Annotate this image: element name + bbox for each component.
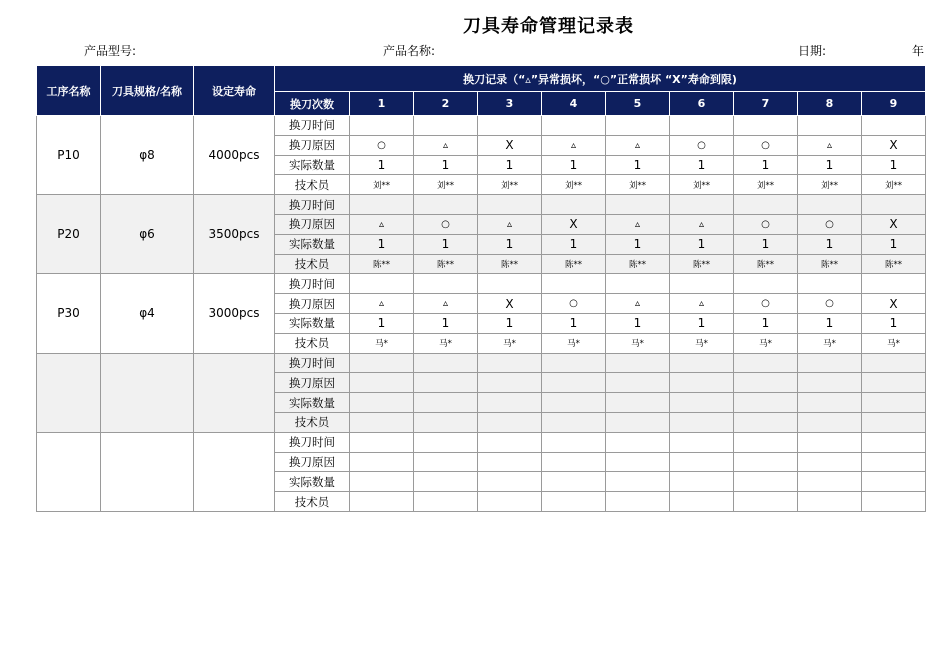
tool-life-table bbox=[36, 65, 926, 512]
record-cell-qty[interactable] bbox=[606, 393, 670, 413]
header-tool-spec: 刀具规格/名称 bbox=[101, 66, 194, 116]
record-cell-time[interactable] bbox=[542, 116, 606, 136]
record-cell-tech[interactable]: 马* bbox=[798, 333, 862, 353]
record-cell-tech[interactable]: 刘** bbox=[798, 175, 862, 195]
row-label: 换刀原因 bbox=[275, 135, 350, 155]
record-cell-tech[interactable]: 马* bbox=[670, 333, 734, 353]
record-cell-qty[interactable]: 1 bbox=[670, 313, 734, 333]
record-cell-qty[interactable]: 1 bbox=[734, 155, 798, 175]
record-cell-tech[interactable]: 陈** bbox=[734, 254, 798, 274]
record-cell-reason[interactable]: ▵ bbox=[670, 214, 734, 234]
record-cell-tech[interactable]: 刘** bbox=[350, 175, 414, 195]
column-number-header: 9 bbox=[862, 92, 926, 116]
record-cell-time[interactable] bbox=[414, 195, 478, 215]
record-cell-qty[interactable] bbox=[606, 472, 670, 492]
record-cell-reason[interactable]: ▵ bbox=[670, 294, 734, 314]
row-label: 实际数量 bbox=[275, 393, 350, 413]
row-label: 换刀原因 bbox=[275, 294, 350, 314]
record-cell-time[interactable] bbox=[798, 432, 862, 452]
record-cell-qty[interactable] bbox=[350, 393, 414, 413]
record-cell-tech[interactable] bbox=[414, 492, 478, 512]
record-cell-time[interactable] bbox=[542, 353, 606, 373]
record-cell-time[interactable] bbox=[670, 432, 734, 452]
record-cell-reason[interactable] bbox=[606, 373, 670, 393]
tool-spec-cell[interactable] bbox=[101, 353, 194, 432]
record-cell-reason[interactable] bbox=[478, 373, 542, 393]
record-cell-tech[interactable]: 马* bbox=[414, 333, 478, 353]
row-label: 换刀原因 bbox=[275, 452, 350, 472]
record-cell-qty[interactable]: 1 bbox=[414, 234, 478, 254]
record-cell-time[interactable] bbox=[798, 353, 862, 373]
record-cell-reason[interactable] bbox=[798, 452, 862, 472]
table-row bbox=[37, 116, 926, 136]
record-cell-reason[interactable]: ○ bbox=[798, 214, 862, 234]
record-cell-tech[interactable]: 刘** bbox=[542, 175, 606, 195]
record-cell-qty[interactable]: 1 bbox=[606, 155, 670, 175]
set-life-cell[interactable]: 3000pcs bbox=[194, 274, 275, 353]
header-record-title: 换刀记录（“▵”异常损坏，“○”正常损坏 “X”寿命到限) bbox=[275, 66, 926, 92]
record-cell-tech[interactable] bbox=[734, 492, 798, 512]
record-cell-reason[interactable]: X bbox=[478, 135, 542, 155]
record-cell-qty[interactable] bbox=[670, 472, 734, 492]
record-cell-tech[interactable]: 陈** bbox=[542, 254, 606, 274]
page-title: 刀具寿命管理记录表 bbox=[463, 16, 634, 37]
row-label: 换刀时间 bbox=[275, 274, 350, 294]
record-cell-tech[interactable]: 陈** bbox=[350, 254, 414, 274]
tool-spec-cell[interactable]: φ6 bbox=[101, 195, 194, 274]
record-cell-qty[interactable]: 1 bbox=[542, 234, 606, 254]
row-label: 换刀时间 bbox=[275, 116, 350, 136]
row-label: 技术员 bbox=[275, 412, 350, 432]
tool-spec-cell[interactable] bbox=[101, 432, 194, 511]
record-cell-reason[interactable]: ○ bbox=[734, 135, 798, 155]
record-cell-time[interactable] bbox=[478, 116, 542, 136]
record-cell-time[interactable] bbox=[606, 353, 670, 373]
record-cell-time[interactable] bbox=[606, 116, 670, 136]
tool-spec-cell[interactable]: φ8 bbox=[101, 116, 194, 195]
record-cell-reason[interactable]: ▵ bbox=[414, 135, 478, 155]
record-cell-time[interactable] bbox=[862, 116, 926, 136]
record-cell-time[interactable] bbox=[350, 195, 414, 215]
record-cell-time[interactable] bbox=[478, 353, 542, 373]
record-cell-qty[interactable]: 1 bbox=[542, 313, 606, 333]
column-number-header: 3 bbox=[478, 92, 542, 116]
column-number-header: 1 bbox=[350, 92, 414, 116]
record-cell-qty[interactable]: 1 bbox=[734, 234, 798, 254]
record-cell-time[interactable] bbox=[670, 274, 734, 294]
record-cell-tech[interactable] bbox=[478, 492, 542, 512]
record-cell-qty[interactable]: 1 bbox=[478, 234, 542, 254]
record-cell-reason[interactable]: ○ bbox=[670, 135, 734, 155]
record-cell-reason[interactable]: ▵ bbox=[414, 294, 478, 314]
record-cell-qty[interactable]: 1 bbox=[670, 234, 734, 254]
record-cell-tech[interactable]: 马* bbox=[542, 333, 606, 353]
record-cell-tech[interactable]: 刘** bbox=[414, 175, 478, 195]
column-number-header: 5 bbox=[606, 92, 670, 116]
record-cell-tech[interactable]: 马* bbox=[862, 333, 926, 353]
record-cell-time[interactable] bbox=[606, 195, 670, 215]
record-cell-reason[interactable]: ▵ bbox=[350, 214, 414, 234]
record-cell-tech[interactable] bbox=[350, 492, 414, 512]
record-cell-time[interactable] bbox=[734, 432, 798, 452]
record-cell-qty[interactable]: 1 bbox=[350, 234, 414, 254]
row-label: 换刀时间 bbox=[275, 195, 350, 215]
record-cell-qty[interactable]: 1 bbox=[414, 155, 478, 175]
record-cell-time[interactable] bbox=[862, 432, 926, 452]
record-cell-qty[interactable] bbox=[542, 393, 606, 413]
record-cell-qty[interactable] bbox=[478, 472, 542, 492]
header-change-count: 换刀次数 bbox=[275, 92, 350, 116]
record-cell-tech[interactable]: 陈** bbox=[862, 254, 926, 274]
record-cell-time[interactable] bbox=[542, 274, 606, 294]
record-cell-tech[interactable] bbox=[862, 412, 926, 432]
set-life-cell[interactable]: 4000pcs bbox=[194, 116, 275, 195]
record-cell-tech[interactable]: 陈** bbox=[478, 254, 542, 274]
set-life-cell[interactable]: 3500pcs bbox=[194, 195, 275, 274]
set-life-cell[interactable] bbox=[194, 353, 275, 432]
row-label: 技术员 bbox=[275, 175, 350, 195]
record-cell-qty[interactable] bbox=[734, 393, 798, 413]
record-cell-reason[interactable]: ○ bbox=[350, 135, 414, 155]
record-cell-time[interactable] bbox=[350, 353, 414, 373]
record-cell-qty[interactable]: 1 bbox=[862, 313, 926, 333]
process-name-cell[interactable] bbox=[37, 353, 101, 432]
record-cell-reason[interactable]: X bbox=[542, 214, 606, 234]
record-cell-qty[interactable]: 1 bbox=[478, 155, 542, 175]
record-cell-time[interactable] bbox=[670, 353, 734, 373]
row-label: 实际数量 bbox=[275, 472, 350, 492]
record-cell-time[interactable] bbox=[414, 432, 478, 452]
record-cell-qty[interactable]: 1 bbox=[798, 155, 862, 175]
row-label: 实际数量 bbox=[275, 234, 350, 254]
record-cell-tech[interactable] bbox=[542, 492, 606, 512]
record-cell-tech[interactable]: 陈** bbox=[798, 254, 862, 274]
record-cell-time[interactable] bbox=[414, 116, 478, 136]
record-cell-reason[interactable]: ○ bbox=[414, 214, 478, 234]
record-cell-time[interactable] bbox=[862, 353, 926, 373]
record-cell-reason[interactable]: ○ bbox=[734, 214, 798, 234]
process-name-cell[interactable]: P20 bbox=[37, 195, 101, 274]
record-cell-tech[interactable] bbox=[798, 492, 862, 512]
record-cell-qty[interactable]: 1 bbox=[862, 155, 926, 175]
row-label: 技术员 bbox=[275, 333, 350, 353]
column-number-header: 8 bbox=[798, 92, 862, 116]
record-cell-qty[interactable] bbox=[734, 472, 798, 492]
record-cell-reason[interactable]: ▵ bbox=[606, 294, 670, 314]
table-row bbox=[37, 353, 926, 373]
record-cell-reason[interactable] bbox=[862, 373, 926, 393]
set-life-cell[interactable] bbox=[194, 432, 275, 511]
product-name-label: 产品名称: bbox=[383, 44, 436, 58]
record-cell-tech[interactable] bbox=[350, 412, 414, 432]
record-cell-tech[interactable] bbox=[542, 412, 606, 432]
record-cell-qty[interactable]: 1 bbox=[414, 313, 478, 333]
header-process-name: 工序名称 bbox=[37, 66, 101, 116]
record-cell-tech[interactable]: 陈** bbox=[670, 254, 734, 274]
record-cell-tech[interactable] bbox=[798, 412, 862, 432]
record-cell-tech[interactable] bbox=[734, 412, 798, 432]
record-cell-qty[interactable]: 1 bbox=[606, 313, 670, 333]
record-cell-reason[interactable] bbox=[350, 373, 414, 393]
record-cell-tech[interactable] bbox=[606, 492, 670, 512]
record-cell-time[interactable] bbox=[670, 195, 734, 215]
row-label: 实际数量 bbox=[275, 155, 350, 175]
record-cell-reason[interactable] bbox=[414, 452, 478, 472]
tool-spec-cell[interactable]: φ4 bbox=[101, 274, 194, 353]
record-cell-time[interactable] bbox=[734, 195, 798, 215]
record-cell-qty[interactable]: 1 bbox=[606, 234, 670, 254]
record-cell-qty[interactable]: 1 bbox=[350, 313, 414, 333]
record-cell-time[interactable] bbox=[734, 274, 798, 294]
record-cell-qty[interactable]: 1 bbox=[542, 155, 606, 175]
record-cell-reason[interactable]: ○ bbox=[798, 294, 862, 314]
record-cell-time[interactable] bbox=[414, 353, 478, 373]
record-cell-reason[interactable]: X bbox=[862, 135, 926, 155]
row-label: 换刀时间 bbox=[275, 432, 350, 452]
record-cell-qty[interactable]: 1 bbox=[798, 234, 862, 254]
record-cell-reason[interactable]: X bbox=[862, 214, 926, 234]
row-label: 换刀原因 bbox=[275, 214, 350, 234]
record-cell-time[interactable] bbox=[606, 432, 670, 452]
record-cell-time[interactable] bbox=[478, 274, 542, 294]
year-label: 年 bbox=[912, 44, 925, 58]
record-cell-reason[interactable] bbox=[606, 452, 670, 472]
product-model-label: 产品型号: bbox=[84, 44, 137, 58]
record-cell-time[interactable] bbox=[478, 432, 542, 452]
row-label: 换刀时间 bbox=[275, 353, 350, 373]
table-row bbox=[37, 195, 926, 215]
record-cell-reason[interactable] bbox=[798, 373, 862, 393]
record-cell-reason[interactable]: ▵ bbox=[350, 294, 414, 314]
record-cell-qty[interactable] bbox=[670, 393, 734, 413]
record-cell-reason[interactable]: X bbox=[862, 294, 926, 314]
record-cell-qty[interactable] bbox=[862, 472, 926, 492]
record-cell-time[interactable] bbox=[798, 195, 862, 215]
record-cell-reason[interactable] bbox=[542, 373, 606, 393]
table-row bbox=[37, 432, 926, 452]
record-cell-reason[interactable]: ▵ bbox=[798, 135, 862, 155]
row-label: 换刀原因 bbox=[275, 373, 350, 393]
column-number-header: 7 bbox=[734, 92, 798, 116]
record-cell-qty[interactable]: 1 bbox=[350, 155, 414, 175]
record-cell-tech[interactable] bbox=[478, 412, 542, 432]
record-cell-tech[interactable]: 马* bbox=[350, 333, 414, 353]
record-cell-qty[interactable] bbox=[414, 393, 478, 413]
row-label: 技术员 bbox=[275, 254, 350, 274]
process-name-cell[interactable]: P10 bbox=[37, 116, 101, 195]
table-row bbox=[37, 274, 926, 294]
record-cell-reason[interactable] bbox=[670, 452, 734, 472]
record-cell-qty[interactable] bbox=[414, 472, 478, 492]
record-cell-time[interactable] bbox=[542, 195, 606, 215]
record-cell-reason[interactable]: ▵ bbox=[542, 135, 606, 155]
record-cell-time[interactable] bbox=[798, 274, 862, 294]
record-cell-qty[interactable] bbox=[798, 393, 862, 413]
record-cell-tech[interactable]: 刘** bbox=[862, 175, 926, 195]
record-cell-time[interactable] bbox=[606, 274, 670, 294]
record-cell-time[interactable] bbox=[414, 274, 478, 294]
record-cell-time[interactable] bbox=[734, 116, 798, 136]
record-cell-tech[interactable]: 马* bbox=[478, 333, 542, 353]
record-cell-tech[interactable]: 刘** bbox=[606, 175, 670, 195]
record-cell-time[interactable] bbox=[670, 116, 734, 136]
record-cell-qty[interactable]: 1 bbox=[734, 313, 798, 333]
record-cell-qty[interactable] bbox=[862, 393, 926, 413]
row-label: 技术员 bbox=[275, 492, 350, 512]
record-cell-reason[interactable] bbox=[414, 373, 478, 393]
record-cell-qty[interactable] bbox=[350, 472, 414, 492]
process-name-cell[interactable] bbox=[37, 432, 101, 511]
record-cell-tech[interactable] bbox=[670, 492, 734, 512]
record-cell-reason[interactable]: ▵ bbox=[606, 214, 670, 234]
record-cell-reason[interactable] bbox=[350, 452, 414, 472]
record-cell-tech[interactable] bbox=[414, 412, 478, 432]
record-cell-tech[interactable]: 刘** bbox=[670, 175, 734, 195]
record-cell-tech[interactable] bbox=[862, 492, 926, 512]
record-cell-reason[interactable]: ○ bbox=[542, 294, 606, 314]
record-cell-time[interactable] bbox=[862, 274, 926, 294]
record-cell-qty[interactable]: 1 bbox=[862, 234, 926, 254]
record-cell-time[interactable] bbox=[542, 432, 606, 452]
record-cell-tech[interactable]: 刘** bbox=[734, 175, 798, 195]
record-cell-qty[interactable] bbox=[798, 472, 862, 492]
record-cell-reason[interactable]: X bbox=[478, 294, 542, 314]
record-cell-reason[interactable] bbox=[478, 452, 542, 472]
record-cell-time[interactable] bbox=[350, 432, 414, 452]
record-cell-tech[interactable]: 刘** bbox=[478, 175, 542, 195]
record-cell-tech[interactable] bbox=[670, 412, 734, 432]
record-cell-reason[interactable] bbox=[734, 373, 798, 393]
record-cell-tech[interactable]: 陈** bbox=[414, 254, 478, 274]
record-cell-tech[interactable]: 马* bbox=[734, 333, 798, 353]
record-cell-tech[interactable] bbox=[606, 412, 670, 432]
record-cell-time[interactable] bbox=[350, 116, 414, 136]
record-cell-time[interactable] bbox=[862, 195, 926, 215]
record-cell-reason[interactable]: ▵ bbox=[478, 214, 542, 234]
record-cell-reason[interactable] bbox=[734, 452, 798, 472]
column-number-header: 6 bbox=[670, 92, 734, 116]
record-cell-tech[interactable]: 陈** bbox=[606, 254, 670, 274]
record-cell-qty[interactable] bbox=[542, 472, 606, 492]
record-cell-reason[interactable] bbox=[862, 452, 926, 472]
record-cell-qty[interactable] bbox=[478, 393, 542, 413]
record-cell-time[interactable] bbox=[350, 274, 414, 294]
header-set-life: 设定寿命 bbox=[194, 66, 275, 116]
record-cell-time[interactable] bbox=[798, 116, 862, 136]
record-cell-tech[interactable]: 马* bbox=[606, 333, 670, 353]
record-cell-reason[interactable] bbox=[542, 452, 606, 472]
record-cell-time[interactable] bbox=[478, 195, 542, 215]
record-cell-reason[interactable]: ○ bbox=[734, 294, 798, 314]
record-cell-qty[interactable]: 1 bbox=[478, 313, 542, 333]
record-cell-qty[interactable]: 1 bbox=[798, 313, 862, 333]
date-label: 日期: bbox=[798, 44, 827, 58]
process-name-cell[interactable]: P30 bbox=[37, 274, 101, 353]
record-cell-time[interactable] bbox=[734, 353, 798, 373]
record-cell-qty[interactable]: 1 bbox=[670, 155, 734, 175]
record-cell-reason[interactable]: ▵ bbox=[606, 135, 670, 155]
column-number-header: 4 bbox=[542, 92, 606, 116]
column-number-header: 2 bbox=[414, 92, 478, 116]
record-cell-reason[interactable] bbox=[670, 373, 734, 393]
row-label: 实际数量 bbox=[275, 313, 350, 333]
